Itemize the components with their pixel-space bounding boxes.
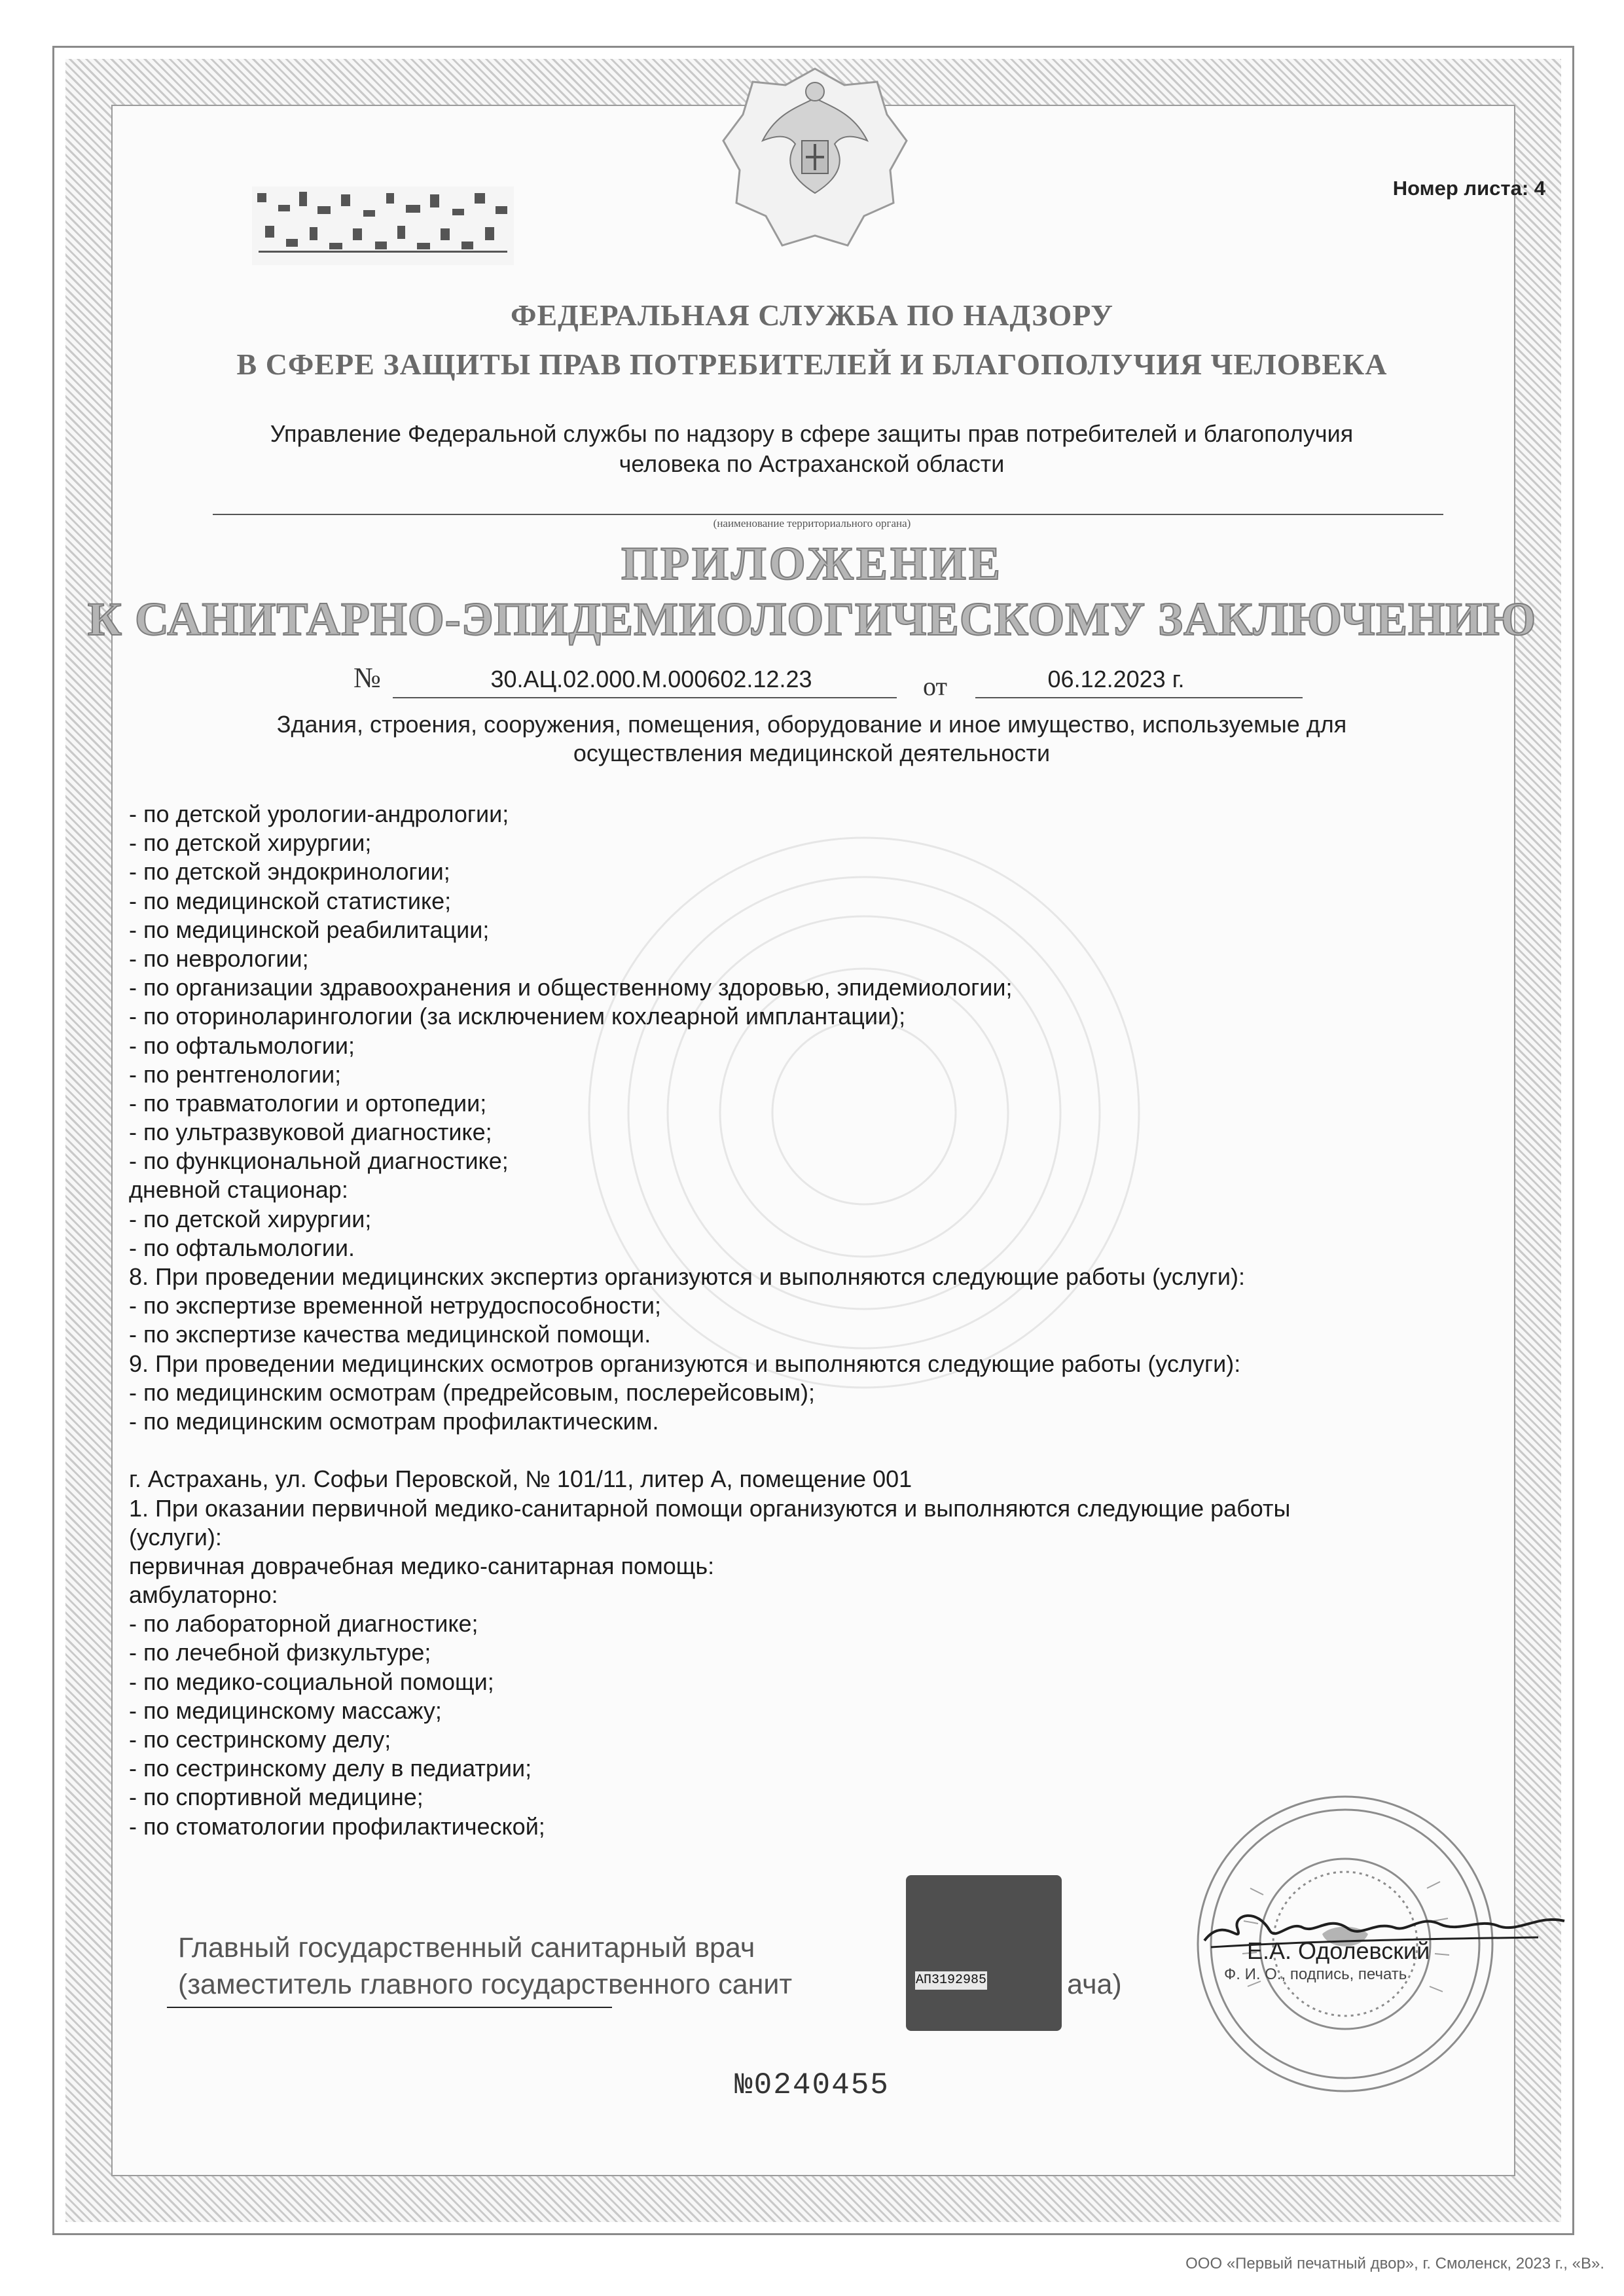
authority-line1: Управление Федеральной службы по надзору в сфере защиты прав потребителей и благополучия <box>270 420 1354 447</box>
body-line: (услуги): <box>129 1523 222 1551</box>
body-line: - по медицинским осмотрам (предрейсовым, послерейсовым); <box>129 1378 816 1406</box>
body-line: - по оториноларингологии (за исключением кохлеарной имплантации); <box>129 1003 906 1030</box>
appendix-title-line2: К САНИТАРНО-ЭПИДЕМИОЛОГИЧЕСКОМУ ЗАКЛЮЧЕНИЮ <box>87 593 1537 645</box>
subject <box>170 710 1453 768</box>
signer-caption: Ф. И. О., подпись, печать <box>1224 1965 1407 1983</box>
body-line: - по офтальмологии; <box>129 1031 355 1059</box>
rospotrebnadzor-emblem <box>717 62 913 252</box>
body-line: амбулаторно: <box>129 1581 278 1609</box>
body-line <box>129 1436 1504 1465</box>
body-line: - по детской урологии-андрологии; <box>129 800 509 827</box>
service-title-line1: ФЕДЕРАЛЬНАЯ СЛУЖБА ПО НАДЗОРУ <box>510 298 1114 332</box>
body-line: 1. При оказании первичной медико-санитарной помощи организуются и выполняются следующие работы <box>129 1494 1291 1522</box>
printer-imprint: ООО «Первый печатный двор», г. Смоленск, 2023 г., «В». <box>1185 2255 1604 2272</box>
hologram-sticker <box>906 1875 1062 2031</box>
body-line: - по медицинской реабилитации; <box>129 916 490 943</box>
signer-title-line1: Главный государственный санитарный врач <box>178 1932 755 1964</box>
subject-line2: осуществления медицинской деятельности <box>573 740 1051 766</box>
conclusion-date: 06.12.2023 г. <box>1047 666 1185 692</box>
hologram-code: АП3192985 <box>915 1971 987 1990</box>
body-line: первичная доврачебная медико-санитарная помощь: <box>129 1552 715 1579</box>
authority-caption: (наименование территориального органа) <box>713 517 911 529</box>
body-line: - по лабораторной диагностике; <box>129 1610 478 1638</box>
body-line: - по сестринскому делу; <box>129 1726 391 1753</box>
body-line: - по экспертизе качества медицинской помощи. <box>129 1321 651 1348</box>
body-line: - по лечебной физкультуре; <box>129 1639 431 1666</box>
number-label: № <box>353 662 381 694</box>
signer-title-line2-end: ача) <box>1067 1969 1122 2000</box>
body-line: дневной стационар: <box>129 1176 348 1204</box>
body-line: 9. При проведении медицинских осмотров организуются и выполняются следующие работы (услуги): <box>129 1350 1241 1377</box>
body-line: - по детской хирургии; <box>129 1205 372 1232</box>
territorial-authority <box>196 419 1427 479</box>
body-text <box>129 800 1504 1841</box>
authority-underline <box>213 514 1443 515</box>
body-line: - по организации здравоохранения и общественному здоровью, эпидемиологии; <box>129 974 1013 1001</box>
from-label: от <box>923 672 947 701</box>
subject-line1: Здания, строения, сооружения, помещения, оборудование и иное имущество, используемые для <box>276 711 1347 738</box>
appendix-title-line1: ПРИЛОЖЕНИЕ <box>621 537 1003 590</box>
form-number: №0240455 <box>734 2068 890 2102</box>
body-line: - по неврологии; <box>129 944 309 972</box>
body-line: - по медицинской статистике; <box>129 887 452 914</box>
body-line: - по стоматологии профилактической; <box>129 1812 545 1840</box>
signer-underline <box>167 2007 612 2008</box>
body-line: - по спортивной медицине; <box>129 1784 424 1811</box>
security-pattern <box>252 187 514 265</box>
body-line: - по медицинским осмотрам профилактическим. <box>129 1407 659 1435</box>
body-line: г. Астрахань, ул. Софьи Перовской, № 101/11, литер А, помещение 001 <box>129 1465 912 1493</box>
body-line: - по ультразвуковой диагностике; <box>129 1119 492 1146</box>
conclusion-number: 30.АЦ.02.000.М.000602.12.23 <box>490 666 812 692</box>
body-line: - по медицинскому массажу; <box>129 1696 442 1724</box>
signer-title-line2-start: (заместитель главного государственного санит <box>178 1969 793 2000</box>
body-line: - по детской хирургии; <box>129 829 372 857</box>
number-underline <box>393 697 897 698</box>
date-underline <box>975 697 1303 698</box>
body-line: - по офтальмологии. <box>129 1234 355 1261</box>
body-line: - по экспертизе временной нетрудоспособности; <box>129 1292 662 1319</box>
body-line: - по медико-социальной помощи; <box>129 1668 494 1695</box>
body-line: - по рентгенологии; <box>129 1060 342 1088</box>
body-line: - по детской эндокринологии; <box>129 858 450 886</box>
authority-line2: человека по Астраханской области <box>619 450 1005 477</box>
body-line: - по функциональной диагностике; <box>129 1147 509 1175</box>
sheet-number: Номер листа: 4 <box>1392 177 1545 200</box>
body-line: - по сестринскому делу в педиатрии; <box>129 1755 532 1782</box>
signer-name: Е.А. Одолевский <box>1247 1937 1430 1964</box>
body-line: - по травматологии и ортопедии; <box>129 1089 487 1117</box>
service-title-line2: В СФЕРЕ ЗАЩИТЫ ПРАВ ПОТРЕБИТЕЛЕЙ И БЛАГОПОЛУЧИЯ ЧЕЛОВЕКА <box>236 348 1388 381</box>
body-line: 8. При проведении медицинских экспертиз организуются и выполняются следующие работы (услуги): <box>129 1263 1245 1290</box>
